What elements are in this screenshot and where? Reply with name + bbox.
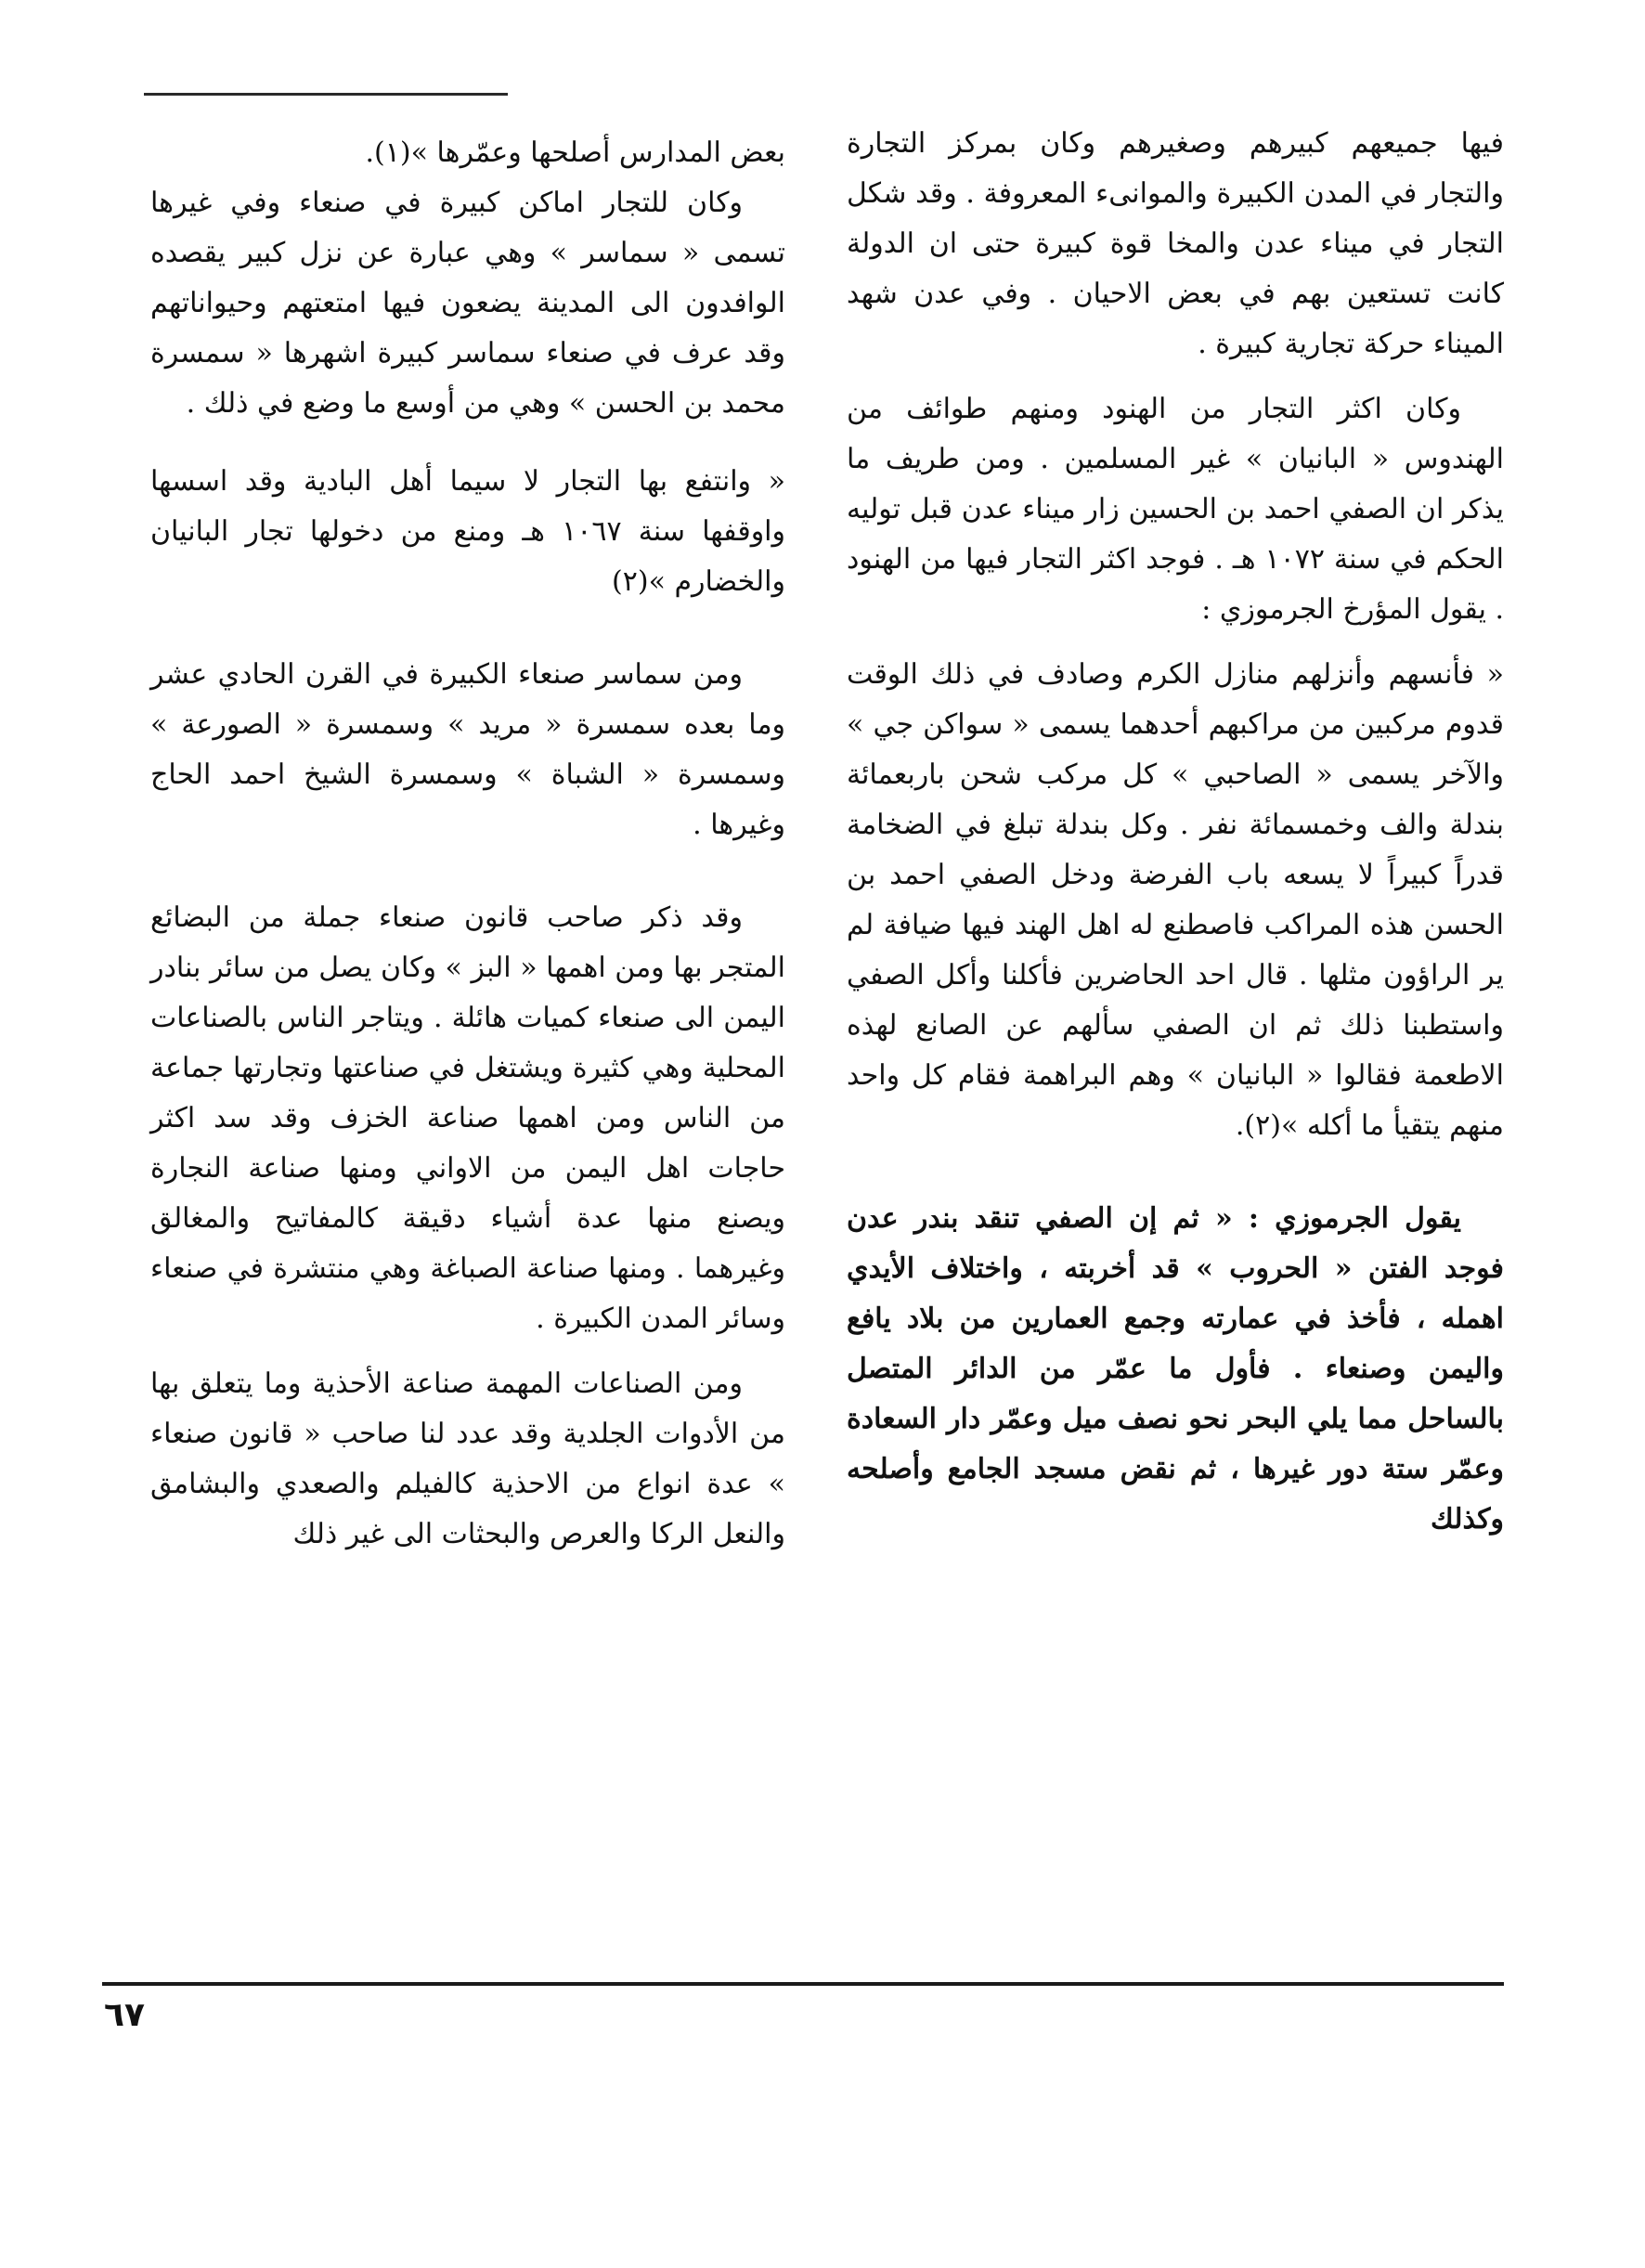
right-column xyxy=(847,119,1504,1545)
top-rule xyxy=(144,93,508,96)
bold-quote-paragraph: يقول الجرموزي : « ثم إن الصفي تنقد بندر عدن فوجد الفتن « الحروب » قد أخربته ، واختلاف الأيدي اهمله ، فأخذ في عمارته وجمع العمارين من بلاد يافع واليمن وصنعاء . فأول ما عمّر من الدائر المتصل بالساحل مما يلي البحر نحو نصف ميل وعمّر دار السعادة وعمّر ستة دور غيرها ، ثم نقض مسجد الجامع وأصلحه وكذلك xyxy=(847,1202,1504,1536)
bottom-rule xyxy=(102,1982,1504,1986)
paragraph: ومن الصناعات المهمة صناعة الأحذية وما يتعلق بها من الأدوات الجلدية وقد عدد لنا صاحب « قانون صنعاء » عدة انواع من الاحذية كالفيلم والصعدي والبشامق والنعل الركا والعرص والبحثات الى غير ذلك xyxy=(150,1367,785,1550)
block-quote: « وانتفع بها التجار لا سيما أهل البادية وقد اسسها واوقفها سنة ١٠٦٧ هـ ومنع من دخولها تجار البانيان والخضارم »(٢) xyxy=(150,465,785,598)
paragraph: ومن سماسر صنعاء الكبيرة في القرن الحادي عشر وما بعده سمسرة « مريد » وسمسرة « الصورعة » وسمسرة « الشباة » وسمسرة الشيخ احمد الحاج وغيرها . xyxy=(150,658,785,841)
paragraph: فيها جميعهم كبيرهم وصغيرهم وكان بمركز التجارة والتجار في المدن الكبيرة والموانىء المعروفة . وقد شكل التجار في ميناء عدن والمخا قوة كبيرة حتى ان الدولة كانت تستعين بهم في بعض الاحيان . وفي عدن شهد الميناء حركة تجارية كبيرة . xyxy=(847,127,1504,360)
block-quote: « فأنسهم وأنزلهم منازل الكرم وصادف في ذلك الوقت قدوم مركبين من مراكبهم أحدهما يسمى « سواكن جي » والآخر يسمى « الصاحبي » كل مركب شحن باربعمائة بندلة والف وخمسمائة نفر . وكل بندلة تبلغ في الضخامة قدراً كبيراً لا يسعه باب الفرضة ودخل الصفي احمد بن الحسن هذه المراكب فاصطنع له اهل الهند فيها ضيافة لم ير الراؤون مثلها . قال احد الحاضرين فأكلنا وأكل الصفي واستطبنا ذلك ثم ان الصفي سألهم عن الصانع لهذه الاطعمة فقالوا « البانيان » وهم البراهمة فقام كل واحد منهم يتقيأ ما أكله »(٢). xyxy=(847,658,1504,1142)
paragraph: وكان اكثر التجار من الهنود ومنهم طوائف من الهندوس « البانيان » غير المسلمين . ومن طريف ما يذكر ان الصفي احمد بن الحسين زار ميناء عدن قبل توليه الحكم في سنة ١٠٧٢ هـ . فوجد اكثر التجار فيها من الهنود . يقول المؤرخ الجرموزي : xyxy=(847,393,1504,626)
paragraph: بعض المدارس أصلحها وعمّرها »(١). xyxy=(365,136,785,169)
left-column xyxy=(150,128,785,1560)
page-number: ٦٧ xyxy=(104,1996,145,2034)
paragraph: وكان للتجار اماكن كبيرة في صنعاء وفي غيرها تسمى « سماسر » وهي عبارة عن نزل كبير يقصده الوافدون الى المدينة يضعون فيها امتعتهم وحيواناتهم وقد عرف في صنعاء سماسر كبيرة اشهرها « سمسرة محمد بن الحسن » وهي من أوسع ما وضع في ذلك . xyxy=(150,187,785,420)
paragraph: وقد ذكر صاحب قانون صنعاء جملة من البضائع المتجر بها ومن اهمها « البز » وكان يصل من سائر بنادر اليمن الى صنعاء كميات هائلة . ويتاجر الناس بالصناعات المحلية وهي كثيرة ويشتغل في صناعتها وتجارتها جماعة من الناس ومن اهمها صناعة الخزف وقد سد اكثر حاجات اهل اليمن من الاواني ومنها صناعة النجارة ويصنع منها عدة أشياء دقيقة كالمفاتيح والمغالق وغيرهما . ومنها صناعة الصباغة وهي منتشرة في صنعاء وسائر المدن الكبيرة . xyxy=(150,901,785,1335)
